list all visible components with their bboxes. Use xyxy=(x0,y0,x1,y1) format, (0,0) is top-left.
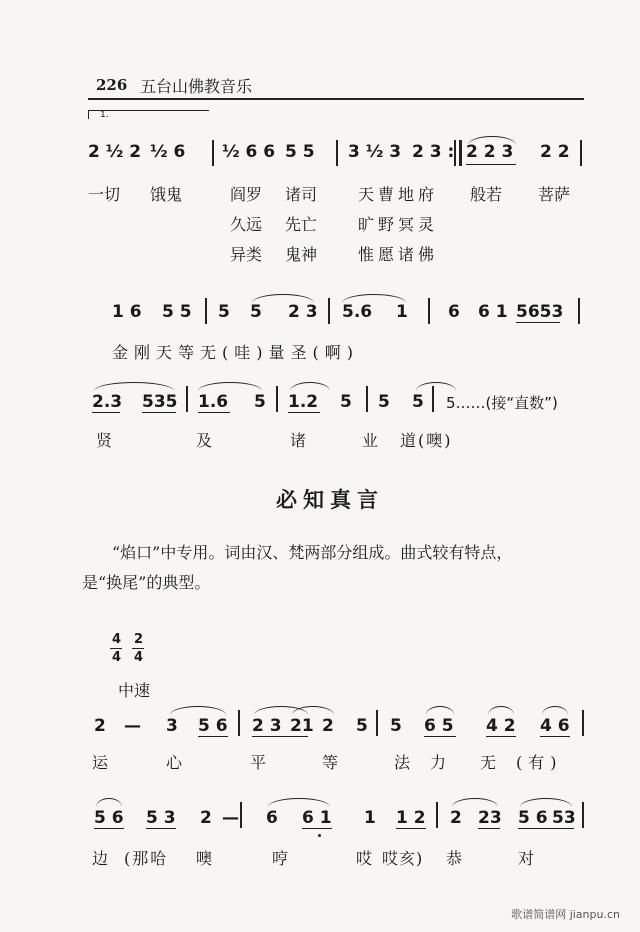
note-group: 5 xyxy=(356,716,368,736)
slur xyxy=(198,382,262,391)
lyric: 诸司 xyxy=(285,185,318,204)
note-group: 5653 xyxy=(516,302,564,322)
beam xyxy=(478,828,500,829)
note-group: 2 xyxy=(200,808,212,828)
barline xyxy=(366,386,368,412)
time-signature-bottom: 4 xyxy=(134,650,144,665)
beam xyxy=(302,828,332,829)
barline xyxy=(436,802,438,828)
beam xyxy=(466,164,516,165)
beam xyxy=(198,412,230,413)
lyric: 道(噢) xyxy=(400,431,453,450)
note-group: 1 2 xyxy=(396,808,426,828)
watermark: 歌谱简谱网 jianpu.cn xyxy=(511,908,620,921)
note-group: 5……(接“直数”) xyxy=(446,394,558,412)
note-group: 5.6 xyxy=(342,302,373,322)
note-group: 4 2 xyxy=(486,716,516,736)
slur xyxy=(416,382,456,391)
beam xyxy=(518,828,574,829)
beam xyxy=(94,828,124,829)
repeat-barline xyxy=(459,140,462,166)
beam xyxy=(540,736,570,737)
note-group: 2 xyxy=(94,716,106,736)
lyric: 边 xyxy=(92,849,109,868)
time-signature-bottom: 4 xyxy=(112,650,122,665)
barline xyxy=(276,386,278,412)
beam xyxy=(424,736,456,737)
note-group: 1 xyxy=(396,302,408,322)
lyric: 阎罗 xyxy=(230,185,263,204)
note-group: 2 xyxy=(322,716,334,736)
note-group: — xyxy=(124,716,141,736)
beam xyxy=(396,828,426,829)
slur xyxy=(452,798,498,807)
note-group: 5 xyxy=(412,392,424,412)
lyric: 般若 xyxy=(470,185,503,204)
note-group: 2 2 3 xyxy=(466,142,514,162)
barline xyxy=(376,710,378,736)
barline xyxy=(238,710,240,736)
section-title: 必知真言 xyxy=(276,487,384,512)
note-group: 5 xyxy=(378,392,390,412)
slur xyxy=(542,706,568,715)
lyric: 贤 xyxy=(96,431,113,450)
note-group: 2 3 xyxy=(252,716,282,736)
beam xyxy=(252,736,308,737)
lyric: 等 xyxy=(322,753,339,772)
description-line-2: 是“换尾”的典型。 xyxy=(82,573,211,592)
repeat-barline xyxy=(454,140,456,166)
header-rule xyxy=(88,98,584,100)
lyric: 对 xyxy=(518,849,535,868)
lyric: 菩萨 xyxy=(538,185,571,204)
beam xyxy=(288,412,320,413)
beam xyxy=(92,412,120,413)
slur xyxy=(268,798,330,807)
beam xyxy=(146,828,176,829)
slur xyxy=(426,706,454,715)
barline xyxy=(240,802,242,828)
lyric: (那哈 xyxy=(124,849,169,868)
slur xyxy=(342,294,406,303)
note-group: 5 xyxy=(254,392,266,412)
lyric: 哎 xyxy=(356,849,373,868)
slur xyxy=(290,382,330,391)
lyric-line: 金刚天等无(哇)量圣(啊) xyxy=(112,343,359,362)
note-group: 2 2 xyxy=(540,142,570,162)
ending-mark: 1. xyxy=(100,110,109,120)
slur xyxy=(94,382,174,391)
note-group: 5 6 xyxy=(94,808,124,828)
lyric: 运 xyxy=(92,753,109,772)
note-group: 23 xyxy=(478,808,502,828)
beam xyxy=(516,322,560,323)
slur xyxy=(96,798,122,807)
note-group: 4 6 xyxy=(540,716,570,736)
lyric: 一切 xyxy=(88,185,121,204)
lyric: 哎亥) xyxy=(382,849,424,868)
note-group: 5 5 xyxy=(285,142,315,162)
note-group: 1.2 xyxy=(288,392,319,412)
note-group: 6 xyxy=(448,302,460,322)
beam xyxy=(198,736,228,737)
slur xyxy=(170,706,226,715)
lyric: 哼 xyxy=(272,849,289,868)
note-group: ½ 6 6 xyxy=(222,142,276,162)
slur xyxy=(488,706,514,715)
lyric: 平 xyxy=(250,753,267,772)
barline xyxy=(582,710,584,736)
note-group: 6 1 xyxy=(478,302,508,322)
barline xyxy=(328,298,330,324)
tempo-marking: 中速 xyxy=(118,681,151,700)
note-group: 5 xyxy=(218,302,230,322)
note-group: — xyxy=(222,808,239,828)
note-group: 5 3 xyxy=(146,808,176,828)
note-group: 2 3 : xyxy=(412,142,455,162)
lyric: 异类 xyxy=(230,245,263,264)
barline xyxy=(582,802,584,828)
lyric: 业 xyxy=(362,431,379,450)
barline xyxy=(428,298,430,324)
note-group: 5 xyxy=(390,716,402,736)
lyric: 饿鬼 xyxy=(150,185,183,204)
lyric: 噢 xyxy=(196,849,213,868)
note-group: 21 xyxy=(290,716,314,736)
note-group: 5 xyxy=(250,302,262,322)
note-group: 2 xyxy=(450,808,462,828)
slur xyxy=(252,294,314,303)
note-group: 3 xyxy=(166,716,178,736)
lyric: 天曹地府 xyxy=(358,185,439,204)
book-title: 五台山佛教音乐 xyxy=(140,77,253,96)
slur xyxy=(468,136,516,145)
note-group: 535 xyxy=(142,392,178,412)
note-group: 1 xyxy=(364,808,376,828)
description-line-1: “焰口”中专用。词由汉、梵两部分组成。曲式较有特点， xyxy=(112,543,513,562)
lyric: 旷野冥灵 xyxy=(358,215,439,234)
page-number: 226 xyxy=(96,76,128,94)
beam xyxy=(486,736,516,737)
lyric: 心 xyxy=(166,753,183,772)
barline xyxy=(336,140,338,166)
barline xyxy=(186,386,188,412)
lyric: (有) xyxy=(516,753,563,772)
time-signature-top: 4 xyxy=(112,632,122,647)
note-group: 53 xyxy=(552,808,576,828)
lyric: 及 xyxy=(196,431,213,450)
lyric: 鬼神 xyxy=(285,245,318,264)
note-group: 5 xyxy=(340,392,352,412)
lyric: 无 xyxy=(480,753,497,772)
note-group: 5 5 xyxy=(162,302,192,322)
lyric: 力 xyxy=(430,753,447,772)
slur xyxy=(520,798,572,807)
barline xyxy=(432,386,434,412)
slur xyxy=(292,706,334,715)
note-group: 1 6 xyxy=(112,302,142,322)
note-group: 3 ½ 3 xyxy=(348,142,402,162)
lyric: 先亡 xyxy=(285,215,318,234)
note-group: 2.3 xyxy=(92,392,123,412)
barline xyxy=(580,140,582,166)
note-group: 2 ½ 2 xyxy=(88,142,142,162)
note-group: 5 6 xyxy=(198,716,228,736)
note-group: 6 1 xyxy=(302,808,332,828)
note-group: ½ 6 xyxy=(150,142,186,162)
beam xyxy=(142,412,176,413)
note-group: 6 xyxy=(266,808,278,828)
lyric: 久远 xyxy=(230,215,263,234)
barline xyxy=(212,140,214,166)
lyric: 诸 xyxy=(290,431,307,450)
lyric: 法 xyxy=(394,753,411,772)
lyric: 恭 xyxy=(446,849,463,868)
note-group: 6 5 xyxy=(424,716,454,736)
barline xyxy=(205,298,207,324)
lyric: 惟愿诸佛 xyxy=(358,245,439,264)
note-group: 2 3 xyxy=(288,302,318,322)
barline xyxy=(578,298,580,324)
note-group: 5 6 xyxy=(518,808,548,828)
time-signature-top: 2 xyxy=(134,632,144,647)
note-group: 1.6 xyxy=(198,392,229,412)
octave-dot xyxy=(318,834,321,837)
